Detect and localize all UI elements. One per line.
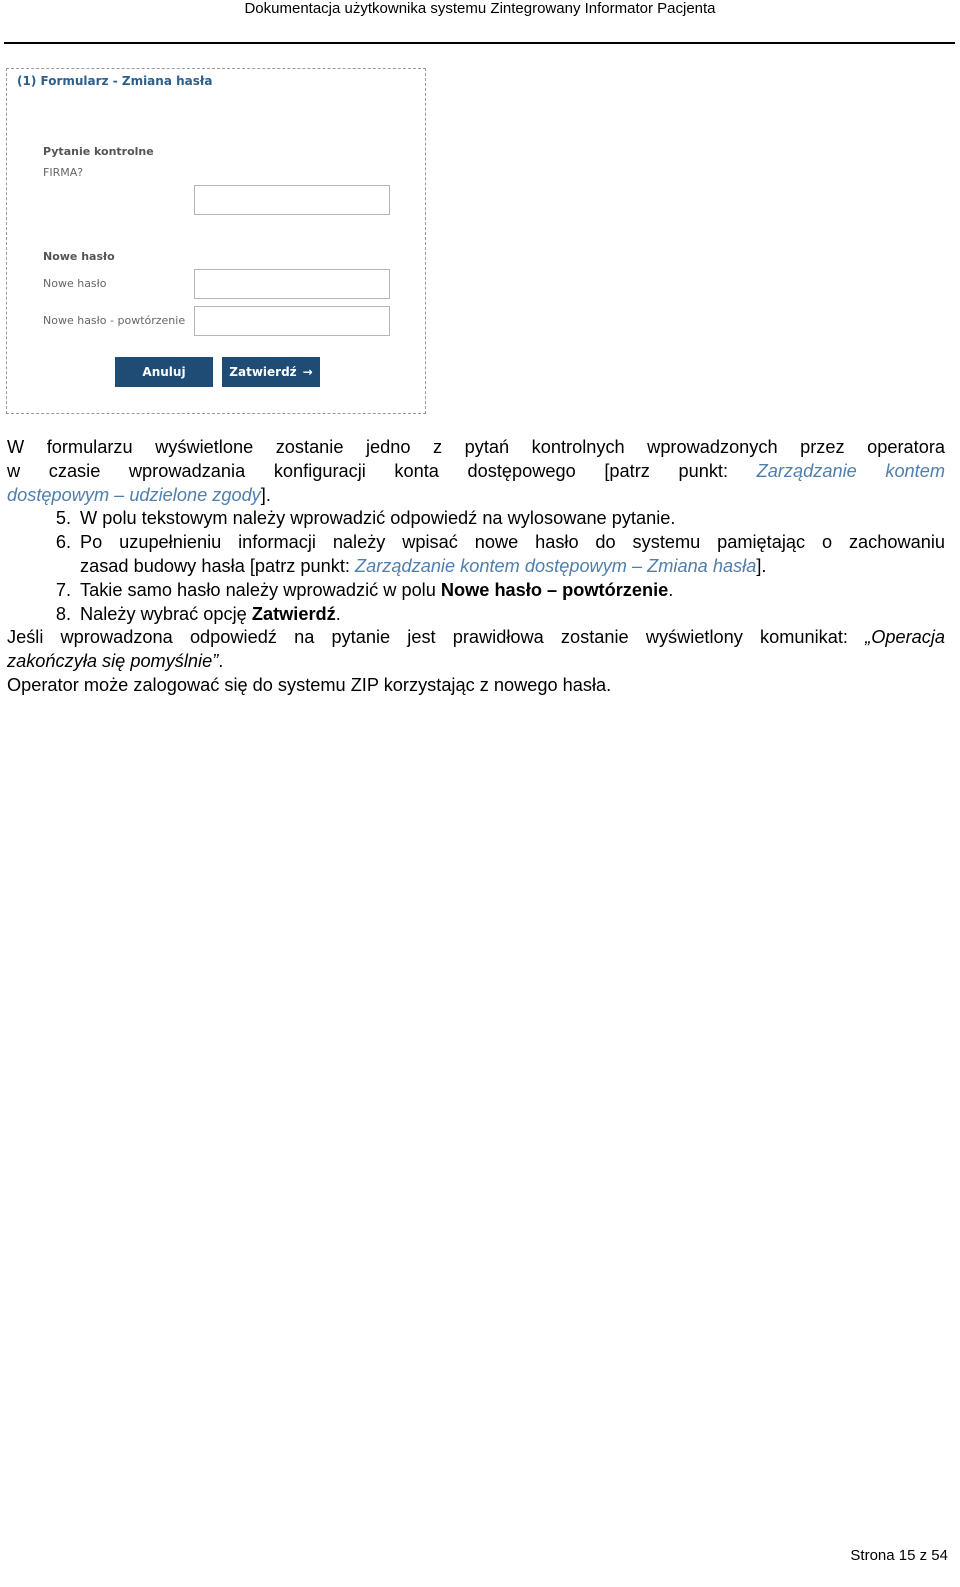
link-granted-consents[interactable]: dostępowym – udzielone zgody [7, 484, 261, 505]
step-5 [7, 507, 945, 531]
step-6-body [80, 531, 945, 579]
final-line [7, 674, 945, 698]
header-divider [4, 42, 955, 44]
step-8-body [80, 603, 945, 627]
result-end: . [218, 651, 224, 672]
link-account-management[interactable]: Zarządzanie kontem [756, 460, 945, 481]
link-password-change[interactable]: Zarządzanie kontem dostępowym – Zmiana hasła [355, 555, 757, 576]
final-text: Operator może zalogować się do systemu ZIP korzystając z nowego hasła. [7, 674, 612, 695]
step-8-text: Należy wybrać opcję [80, 603, 252, 624]
step-5-number: 5. [55, 508, 71, 529]
intro-line-3 [7, 484, 945, 508]
step-6-line-2: zasad budowy hasła [patrz punkt: [80, 555, 355, 576]
result-message-part-2: zakończyła się pomyślnie” [7, 651, 219, 672]
intro-line-1 [7, 436, 945, 460]
intro-text-3-end: ]. [260, 484, 271, 505]
security-question-heading: Pytanie kontrolne [43, 145, 154, 158]
step-5-text: W polu tekstowym należy wprowadzić odpowiedź na wylosowane pytanie. [80, 508, 676, 529]
step-8-end: . [335, 603, 341, 624]
step-8-number: 8. [55, 603, 71, 624]
step-6 [7, 531, 945, 579]
security-question-text: FIRMA? [43, 166, 84, 179]
new-password-label: Nowe hasło [43, 277, 107, 290]
page-header: Dokumentacja użytkownika systemu Zintegrowany Informator Pacjenta [244, 0, 716, 17]
intro-text-1: W formularzu wyświetlone zostanie jedno z pytań kontrolnych wprowadzonych przez operatora [7, 437, 945, 457]
step-6-line-1: Po uzupełnieniu informacji należy wpisać nowe hasło do systemu pamiętając o zachowaniu [80, 532, 945, 553]
security-answer-input[interactable] [194, 185, 390, 215]
step-7-body [80, 579, 945, 603]
step-6-end: ]. [756, 555, 767, 576]
confirm-button[interactable] [222, 357, 320, 387]
page-number: Strona 15 z 54 [850, 1547, 948, 1564]
step-7 [7, 579, 945, 603]
new-password-heading: Nowe hasło [43, 250, 115, 263]
result-line-1 [7, 626, 945, 650]
step-8-option-name: Zatwierdź [251, 603, 336, 624]
repeat-password-label: Nowe hasło - powtórzenie [43, 314, 186, 327]
confirm-button-label: Zatwierdź [229, 365, 297, 379]
intro-text-2: w czasie wprowadzania konfiguracji konta dostępowego [patrz punkt: [7, 460, 757, 481]
step-6-number: 6. [55, 532, 71, 553]
document-body [7, 436, 945, 698]
cancel-button-label: Anuluj [142, 365, 186, 379]
result-line-2 [7, 650, 945, 674]
form-title: (1) Formularz - Zmiana hasła [17, 74, 213, 88]
step-7-number: 7. [55, 579, 71, 600]
arrow-right-icon: → [302, 365, 313, 379]
step-7-end: . [668, 579, 674, 600]
password-change-form [6, 68, 426, 414]
intro-line-2 [7, 460, 945, 484]
step-8 [7, 603, 945, 627]
step-7-text: Takie samo hasło należy wprowadzić w polu [80, 579, 441, 600]
cancel-button[interactable] [115, 357, 213, 387]
result-message-part-1: „Operacja [865, 627, 945, 648]
new-password-input[interactable] [194, 269, 390, 299]
result-text: Jeśli wprowadzona odpowiedź na pytanie jest prawidłowa zostanie wyświetlony komunikat: [7, 627, 866, 648]
repeat-password-input[interactable] [194, 306, 390, 336]
step-7-field-name: Nowe hasło – powtórzenie [440, 579, 669, 600]
